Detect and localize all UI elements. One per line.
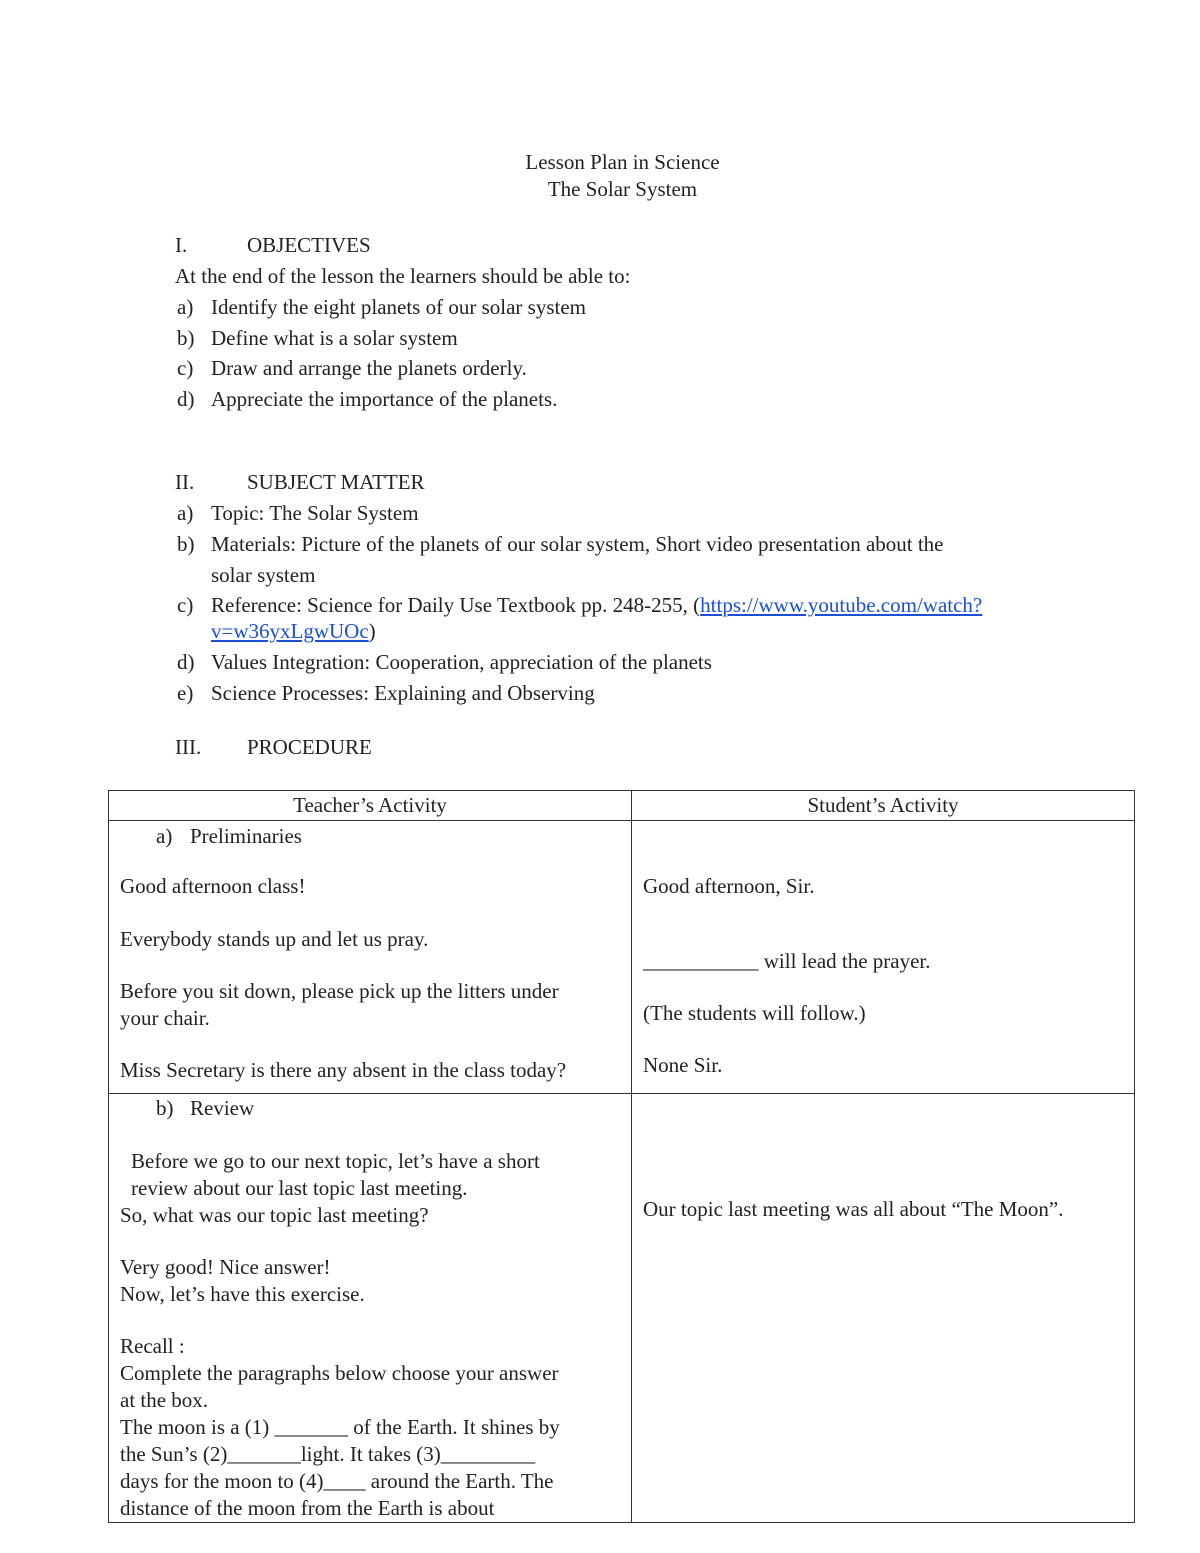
section-heading-procedure: PROCEDURE bbox=[247, 735, 372, 759]
student-line: Good afternoon, Sir. bbox=[643, 874, 815, 898]
teacher-line: Before you sit down, please pick up the litters under bbox=[120, 979, 559, 1003]
subject-materials-cont: solar system bbox=[211, 563, 316, 587]
preliminaries-letter: a) bbox=[156, 824, 173, 848]
subject-letter: a) bbox=[177, 501, 194, 525]
student-line: Our topic last meeting was all about “The Moon”. bbox=[643, 1197, 1064, 1221]
teacher-line: your chair. bbox=[120, 1006, 210, 1030]
student-line: ___________ will lead the prayer. bbox=[643, 949, 931, 973]
teacher-line: Very good! Nice answer! bbox=[120, 1255, 331, 1279]
document-title: Lesson Plan in Science bbox=[525, 150, 720, 174]
table-row bbox=[109, 1094, 1135, 1523]
teacher-line: Now, let’s have this exercise. bbox=[120, 1282, 365, 1306]
objective-letter: a) bbox=[177, 295, 194, 319]
subject-letter: b) bbox=[177, 532, 195, 556]
review-label: Review bbox=[190, 1096, 255, 1120]
teacher-line: So, what was our topic last meeting? bbox=[120, 1203, 429, 1227]
teacher-line: Miss Secretary is there any absent in the class today? bbox=[120, 1058, 567, 1082]
section-heading-subject-matter: SUBJECT MATTER bbox=[247, 470, 425, 494]
teacher-line: at the box. bbox=[120, 1388, 209, 1412]
student-line: None Sir. bbox=[643, 1053, 723, 1077]
preliminaries-student-cell bbox=[632, 821, 1135, 1094]
teacher-line: days for the moon to (4)____ around the Earth. The bbox=[120, 1469, 554, 1493]
objective-text: Define what is a solar system bbox=[211, 326, 458, 350]
teacher-line: Good afternoon class! bbox=[120, 874, 306, 898]
section-numeral-objectives: I. bbox=[175, 233, 188, 257]
objective-letter: b) bbox=[177, 326, 195, 350]
objective-letter: d) bbox=[177, 387, 195, 411]
subject-letter: d) bbox=[177, 650, 195, 674]
objective-text: Identify the eight planets of our solar system bbox=[211, 295, 586, 319]
teacher-line: Before we go to our next topic, let’s have a short bbox=[131, 1149, 540, 1173]
section-numeral-procedure: III. bbox=[175, 735, 202, 759]
table-header-row bbox=[109, 791, 1135, 821]
header-teacher-activity: Teacher’s Activity bbox=[109, 791, 632, 821]
teacher-line: The moon is a (1) _______ of the Earth. It shines by bbox=[120, 1415, 560, 1439]
reference-link-cont[interactable]: v=w36yxLgwUOc bbox=[211, 619, 369, 643]
reference-text: Reference: Science for Daily Use Textbook pp. 248-255, ( bbox=[211, 593, 701, 617]
objective-letter: c) bbox=[177, 356, 194, 380]
teacher-line: Recall : bbox=[120, 1334, 185, 1358]
table-row bbox=[109, 821, 1135, 1094]
section-heading-objectives: OBJECTIVES bbox=[247, 233, 371, 257]
teacher-line: Complete the paragraphs below choose your answer bbox=[120, 1361, 559, 1385]
objectives-intro: At the end of the lesson the learners should be able to: bbox=[175, 264, 631, 288]
review-student-cell bbox=[632, 1094, 1135, 1523]
reference-link[interactable]: https://www.youtube.com/watch? bbox=[700, 593, 983, 617]
teacher-line: the Sun’s (2)_______light. It takes (3)_________ bbox=[120, 1442, 536, 1466]
teacher-line: review about our last topic last meeting. bbox=[131, 1176, 468, 1200]
subject-values: Values Integration: Cooperation, appreciation of the planets bbox=[211, 650, 712, 674]
objective-text: Draw and arrange the planets orderly. bbox=[211, 356, 527, 380]
document-subtitle: The Solar System bbox=[547, 177, 698, 201]
subject-reference bbox=[211, 593, 982, 618]
header-student-activity: Student’s Activity bbox=[632, 791, 1135, 821]
subject-processes: Science Processes: Explaining and Observing bbox=[211, 681, 595, 705]
teacher-line: Everybody stands up and let us pray. bbox=[120, 927, 429, 951]
preliminaries-teacher-cell bbox=[109, 821, 632, 1094]
objective-text: Appreciate the importance of the planets. bbox=[211, 387, 558, 411]
review-teacher-cell bbox=[109, 1094, 632, 1523]
preliminaries-label: Preliminaries bbox=[190, 824, 302, 848]
subject-letter: e) bbox=[177, 681, 194, 705]
reference-close: ) bbox=[368, 619, 376, 643]
subject-letter: c) bbox=[177, 593, 194, 617]
subject-topic: Topic: The Solar System bbox=[211, 501, 419, 525]
subject-reference-cont bbox=[211, 619, 376, 644]
procedure-table bbox=[108, 790, 1135, 1523]
review-letter: b) bbox=[156, 1096, 174, 1120]
teacher-line: distance of the moon from the Earth is about bbox=[120, 1496, 495, 1520]
section-numeral-subject-matter: II. bbox=[175, 470, 195, 494]
student-line: (The students will follow.) bbox=[643, 1001, 866, 1025]
subject-materials: Materials: Picture of the planets of our solar system, Short video presentation about the bbox=[211, 532, 944, 556]
